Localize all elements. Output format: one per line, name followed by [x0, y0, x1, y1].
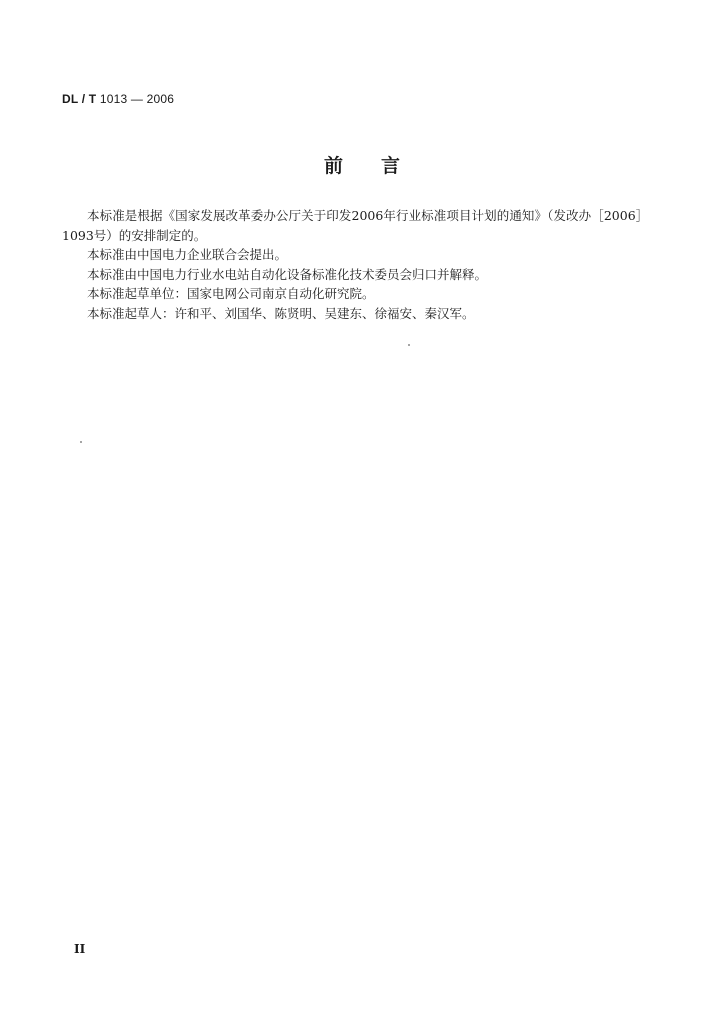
scan-speck: [408, 344, 410, 346]
section-title: 前言: [323, 155, 438, 177]
paragraph-administrator: 本标准由中国电力行业水电站自动化设备标准化技术委员会归口并解释。: [87, 266, 488, 282]
paragraph-drafters: 本标准起草人：许和平、刘国华、陈贤明、吴建东、徐福安、秦汉军。: [87, 305, 475, 321]
paragraph-drafting-unit: 本标准起草单位：国家电网公司南京自动化研究院。: [87, 286, 375, 301]
paragraph-basis: 本标准是根据《国家发展改革委办公厅关于印发2006年行业标准项目计划的通知》（发改办［2006］1093号）的安排制定的。: [62, 208, 642, 243]
document-code: [62, 92, 174, 106]
scan-speck: [80, 441, 82, 443]
document-code-number: 1013 — 2006: [99, 92, 175, 106]
document-code-prefix: DL / T: [62, 92, 97, 106]
paragraph-proposer: 本标准由中国电力企业联合会提出。: [87, 247, 288, 262]
page-number: II: [74, 942, 86, 956]
foreword-body: [62, 206, 642, 323]
